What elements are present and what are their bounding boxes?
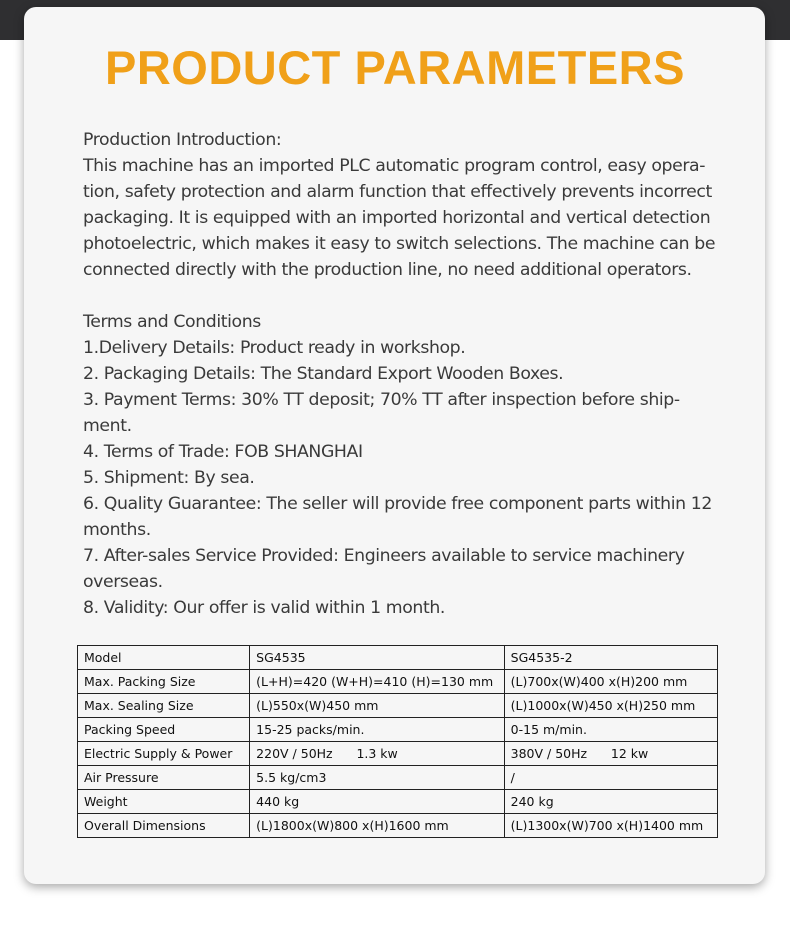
table-row (78, 646, 718, 670)
intro-heading: Production Introduction: (83, 130, 282, 150)
terms-line: 7. After-sales Service Provided: Engineers available to service machinery (83, 546, 685, 566)
terms-line: 1.Delivery Details: Product ready in workshop. (83, 338, 466, 358)
parameter-label: Air Pressure (78, 766, 250, 790)
parameter-value-sg4535-2: SG4535-2 (504, 646, 717, 670)
terms-line: ment. (83, 416, 132, 436)
parameter-value-sg4535: (L)550x(W)450 mm (250, 694, 504, 718)
terms-line: 8. Validity: Our offer is valid within 1 month. (83, 598, 445, 618)
table-row (78, 718, 718, 742)
parameter-value-sg4535-2: (L)700x(W)400 x(H)200 mm (504, 670, 717, 694)
parameter-value-sg4535-2: (L)1000x(W)450 x(H)250 mm (504, 694, 717, 718)
intro-line: photoelectric, which makes it easy to switch selections. The machine can be (83, 234, 716, 254)
terms-and-conditions (83, 309, 723, 621)
terms-line: 2. Packaging Details: The Standard Export Wooden Boxes. (83, 364, 564, 384)
intro-line: This machine has an imported PLC automatic program control, easy opera- (83, 156, 706, 176)
parameter-label: Packing Speed (78, 718, 250, 742)
parameter-value-sg4535: 440 kg (250, 790, 504, 814)
parameter-value-sg4535-2: 380V / 50Hz 12 kw (504, 742, 717, 766)
parameter-label: Model (78, 646, 250, 670)
terms-line: 5. Shipment: By sea. (83, 468, 255, 488)
parameter-value-sg4535-2: 240 kg (504, 790, 717, 814)
table-row (78, 670, 718, 694)
table-row (78, 766, 718, 790)
production-introduction (83, 127, 723, 283)
table-row (78, 814, 718, 838)
parameter-value-sg4535: 5.5 kg/cm3 (250, 766, 504, 790)
parameter-value-sg4535: 220V / 50Hz 1.3 kw (250, 742, 504, 766)
terms-line: overseas. (83, 572, 163, 592)
parameter-label: Electric Supply & Power (78, 742, 250, 766)
table-row (78, 742, 718, 766)
parameter-value-sg4535-2: / (504, 766, 717, 790)
terms-line: 6. Quality Guarantee: The seller will provide free component parts within 12 (83, 494, 712, 514)
parameter-value-sg4535-2: 0-15 m/min. (504, 718, 717, 742)
terms-heading: Terms and Conditions (83, 312, 261, 332)
parameter-value-sg4535: (L+H)=420 (W+H)=410 (H)=130 mm (250, 670, 504, 694)
parameter-value-sg4535: SG4535 (250, 646, 504, 670)
table-row (78, 790, 718, 814)
parameter-label: Overall Dimensions (78, 814, 250, 838)
parameters-table (77, 645, 718, 838)
parameter-value-sg4535-2: (L)1300x(W)700 x(H)1400 mm (504, 814, 717, 838)
intro-line: packaging. It is equipped with an imported horizontal and vertical detection (83, 208, 711, 228)
parameter-label: Max. Packing Size (78, 670, 250, 694)
terms-line: 4. Terms of Trade: FOB SHANGHAI (83, 442, 363, 462)
terms-line: 3. Payment Terms: 30% TT deposit; 70% TT after inspection before ship- (83, 390, 680, 410)
parameter-value-sg4535: 15-25 packs/min. (250, 718, 504, 742)
page-title: PRODUCT PARAMETERS (105, 41, 685, 94)
terms-line: months. (83, 520, 151, 540)
intro-line: connected directly with the production line, no need additional operators. (83, 260, 692, 280)
intro-line: tion, safety protection and alarm function that effectively prevents incorrect (83, 182, 712, 202)
parameter-label: Max. Sealing Size (78, 694, 250, 718)
parameter-value-sg4535: (L)1800x(W)800 x(H)1600 mm (250, 814, 504, 838)
table-row (78, 694, 718, 718)
parameter-label: Weight (78, 790, 250, 814)
